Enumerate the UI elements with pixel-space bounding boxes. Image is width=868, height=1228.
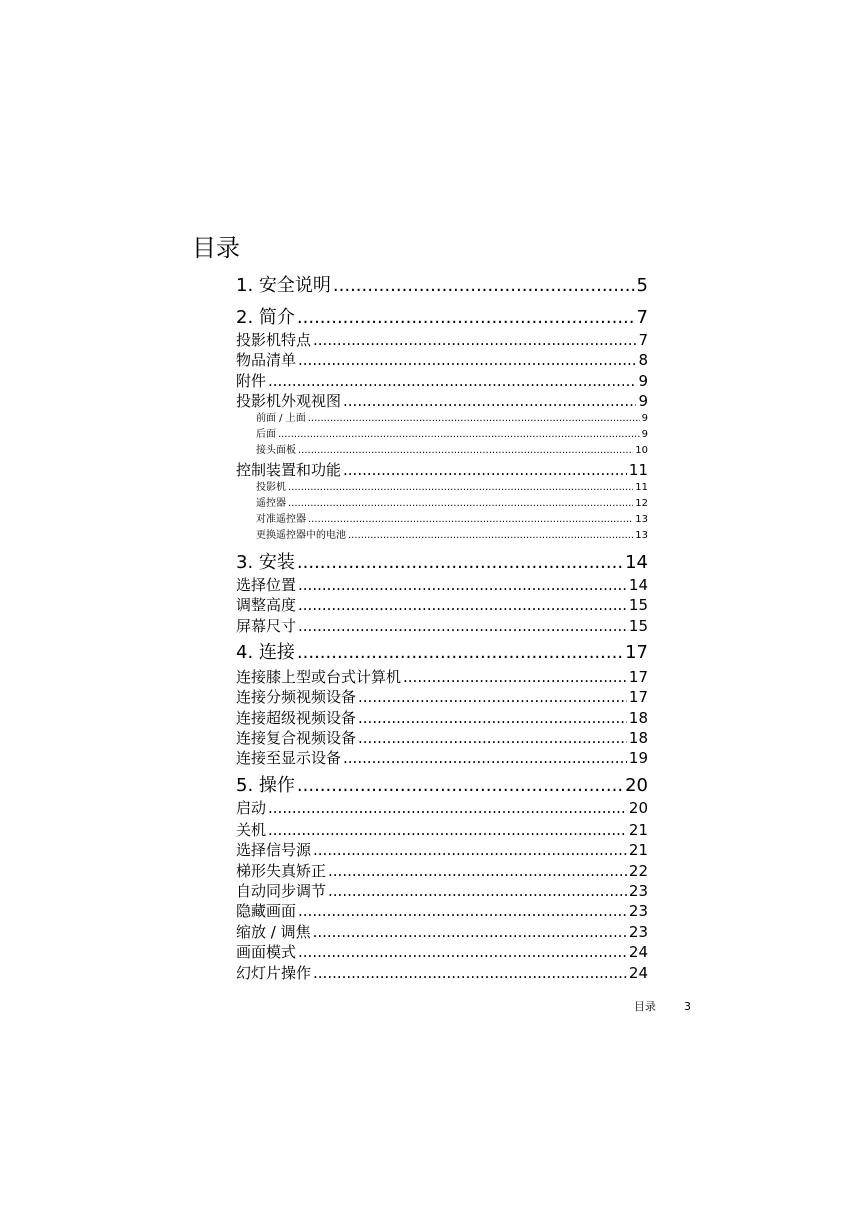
toc-entry-title: 后面 xyxy=(256,429,276,440)
toc-entry-section[interactable] xyxy=(236,728,648,748)
toc-entry-page: 22 xyxy=(628,862,648,880)
toc-entry-section[interactable] xyxy=(236,460,648,480)
toc-entry-chapter[interactable] xyxy=(236,642,648,664)
leader-dots xyxy=(268,798,627,818)
toc-entry-page: 19 xyxy=(628,749,648,767)
page-title: 目录 xyxy=(192,234,240,262)
leader-dots xyxy=(298,901,627,921)
toc-entry-title: 梯形失真矫正 xyxy=(236,862,327,880)
leader-dots xyxy=(343,391,636,411)
toc-entry-subsection[interactable] xyxy=(256,444,648,458)
toc-entry-page: 9 xyxy=(641,413,648,424)
toc-entry-page: 17 xyxy=(628,688,648,706)
leader-dots xyxy=(328,861,627,881)
toc-entry-title: 物品清单 xyxy=(236,351,297,369)
toc-entry-page: 7 xyxy=(636,307,648,328)
toc-entry-subsection[interactable] xyxy=(256,529,648,543)
toc-entry-title: 3. 安装 xyxy=(236,552,295,573)
toc-entry-section[interactable] xyxy=(236,350,648,370)
toc-entry-page: 13 xyxy=(635,530,648,541)
toc-entry-section[interactable] xyxy=(236,881,648,901)
leader-dots xyxy=(343,748,627,768)
leader-dots xyxy=(298,595,627,615)
toc-entry-section[interactable] xyxy=(236,391,648,411)
toc-entry-title: 更换遥控器中的电池 xyxy=(256,530,346,541)
toc-entry-title: 自动同步调节 xyxy=(236,882,327,900)
toc-entry-title: 连接超级视频设备 xyxy=(236,709,357,727)
toc-entry-title: 对准遥控器 xyxy=(256,514,306,525)
toc-entry-section[interactable] xyxy=(236,922,648,942)
toc-entry-chapter[interactable] xyxy=(236,552,648,574)
leader-dots xyxy=(403,667,627,687)
toc-entry-title: 调整高度 xyxy=(236,596,297,614)
toc-entry-section[interactable] xyxy=(236,330,648,350)
toc-entry-subsection[interactable] xyxy=(256,428,648,442)
leader-dots xyxy=(313,922,627,942)
toc-entry-title: 选择信号源 xyxy=(236,841,312,859)
toc-entry-subsection[interactable] xyxy=(256,497,648,511)
leader-dots xyxy=(298,350,636,370)
leader-dots xyxy=(278,428,640,442)
toc-entry-page: 17 xyxy=(625,642,648,663)
toc-entry-section[interactable] xyxy=(236,861,648,881)
leader-dots xyxy=(358,687,627,707)
toc-entry-page: 10 xyxy=(635,445,648,456)
leader-dots xyxy=(297,775,623,797)
toc-entry-title: 选择位置 xyxy=(236,576,297,594)
toc-entry-page: 15 xyxy=(628,596,648,614)
toc-entry-title: 画面模式 xyxy=(236,943,297,961)
toc-entry-chapter[interactable] xyxy=(236,775,648,797)
toc-entry-page: 11 xyxy=(635,482,648,493)
toc-entry-title: 连接膝上型或台式计算机 xyxy=(236,668,402,686)
toc-entry-title: 控制装置和功能 xyxy=(236,461,342,479)
toc-entry-section[interactable] xyxy=(236,708,648,728)
toc-entry-page: 13 xyxy=(635,514,648,525)
toc-entry-page: 24 xyxy=(628,964,648,982)
toc-entry-page: 21 xyxy=(628,841,648,859)
toc-entry-page: 7 xyxy=(638,331,648,349)
toc-entry-title: 投影机特点 xyxy=(236,331,312,349)
leader-dots xyxy=(313,840,627,860)
leader-dots xyxy=(333,275,635,297)
leader-dots xyxy=(313,330,636,350)
toc-entry-page: 14 xyxy=(625,552,648,573)
leader-dots xyxy=(298,616,627,636)
leader-dots xyxy=(308,412,640,426)
leader-dots xyxy=(343,460,627,480)
toc-entry-page: 9 xyxy=(638,372,648,390)
toc-entry-title: 接头面板 xyxy=(256,445,296,456)
toc-entry-page: 23 xyxy=(628,882,648,900)
leader-dots xyxy=(358,708,627,728)
toc-entry-page: 18 xyxy=(628,709,648,727)
toc-entry-section[interactable] xyxy=(236,371,648,391)
leader-dots xyxy=(297,552,623,574)
toc-entry-section[interactable] xyxy=(236,595,648,615)
toc-entry-title: 隐藏画面 xyxy=(236,902,297,920)
toc-entry-page: 20 xyxy=(625,775,648,796)
toc-entry-page: 11 xyxy=(628,461,648,479)
toc-entry-section[interactable] xyxy=(236,616,648,636)
leader-dots xyxy=(298,942,627,962)
leader-dots xyxy=(288,497,633,511)
leader-dots xyxy=(328,881,627,901)
leader-dots xyxy=(358,728,627,748)
toc-entry-page: 12 xyxy=(635,498,648,509)
toc-entry-subsection[interactable] xyxy=(256,513,648,527)
leader-dots xyxy=(268,371,636,391)
toc-entry-title: 前面 / 上面 xyxy=(256,413,306,424)
toc-entry-page: 17 xyxy=(628,668,648,686)
toc-entry-page: 14 xyxy=(628,576,648,594)
leader-dots xyxy=(298,444,633,458)
toc-entry-chapter[interactable] xyxy=(236,275,648,297)
footer-page-number: 3 xyxy=(684,1000,691,1013)
toc-entry-subsection[interactable] xyxy=(256,412,648,426)
toc-entry-page: 15 xyxy=(628,617,648,635)
toc-entry-subsection[interactable] xyxy=(256,481,648,495)
toc-entry-title: 关机 xyxy=(236,821,267,839)
toc-entry-section[interactable] xyxy=(236,840,648,860)
toc-entry-title: 投影机外观视图 xyxy=(236,392,342,410)
leader-dots xyxy=(297,642,623,664)
leader-dots xyxy=(288,481,633,495)
toc-entry-title: 幻灯片操作 xyxy=(236,964,312,982)
toc-entry-section[interactable] xyxy=(236,667,648,687)
toc-entry-page: 20 xyxy=(628,799,648,817)
leader-dots xyxy=(268,820,627,840)
toc-entry-page: 9 xyxy=(638,392,648,410)
toc-entry-page: 24 xyxy=(628,943,648,961)
toc-entry-page: 23 xyxy=(628,923,648,941)
leader-dots xyxy=(297,307,635,329)
toc-entry-title: 5. 操作 xyxy=(236,775,295,796)
toc-entry-section[interactable] xyxy=(236,748,648,768)
toc-entry-title: 2. 简介 xyxy=(236,307,295,328)
toc-entry-title: 投影机 xyxy=(256,482,286,493)
toc-entry-title: 附件 xyxy=(236,372,267,390)
toc-entry-title: 启动 xyxy=(236,799,267,817)
toc-entry-title: 连接分频视频设备 xyxy=(236,688,357,706)
leader-dots xyxy=(348,529,633,543)
toc-entry-page: 21 xyxy=(628,821,648,839)
toc-entry-title: 缩放 / 调焦 xyxy=(236,923,311,941)
toc-entry-chapter[interactable] xyxy=(236,307,648,329)
toc-entry-section[interactable] xyxy=(236,901,648,921)
toc-entry-title: 连接复合视频设备 xyxy=(236,729,357,747)
toc-entry-page: 5 xyxy=(636,275,648,296)
toc-entry-title: 屏幕尺寸 xyxy=(236,617,297,635)
toc-entry-page: 18 xyxy=(628,729,648,747)
toc-entry-page: 9 xyxy=(641,429,648,440)
toc-entry-title: 连接至显示设备 xyxy=(236,749,342,767)
leader-dots xyxy=(313,963,627,983)
toc-entry-title: 遥控器 xyxy=(256,498,286,509)
toc-entry-title: 4. 连接 xyxy=(236,642,295,663)
toc-entry-section[interactable] xyxy=(236,687,648,707)
toc-entry-page: 23 xyxy=(628,902,648,920)
toc-entry-section[interactable] xyxy=(236,963,648,983)
leader-dots xyxy=(308,513,633,527)
toc-entry-section[interactable] xyxy=(236,575,648,595)
toc-entry-page: 8 xyxy=(638,351,648,369)
toc-entry-section[interactable] xyxy=(236,820,648,840)
leader-dots xyxy=(298,575,627,595)
toc-entry-section[interactable] xyxy=(236,942,648,962)
toc-entry-section[interactable] xyxy=(236,798,648,818)
toc-entry-title: 1. 安全说明 xyxy=(236,275,331,296)
footer-section-label: 目录 xyxy=(634,1000,656,1013)
